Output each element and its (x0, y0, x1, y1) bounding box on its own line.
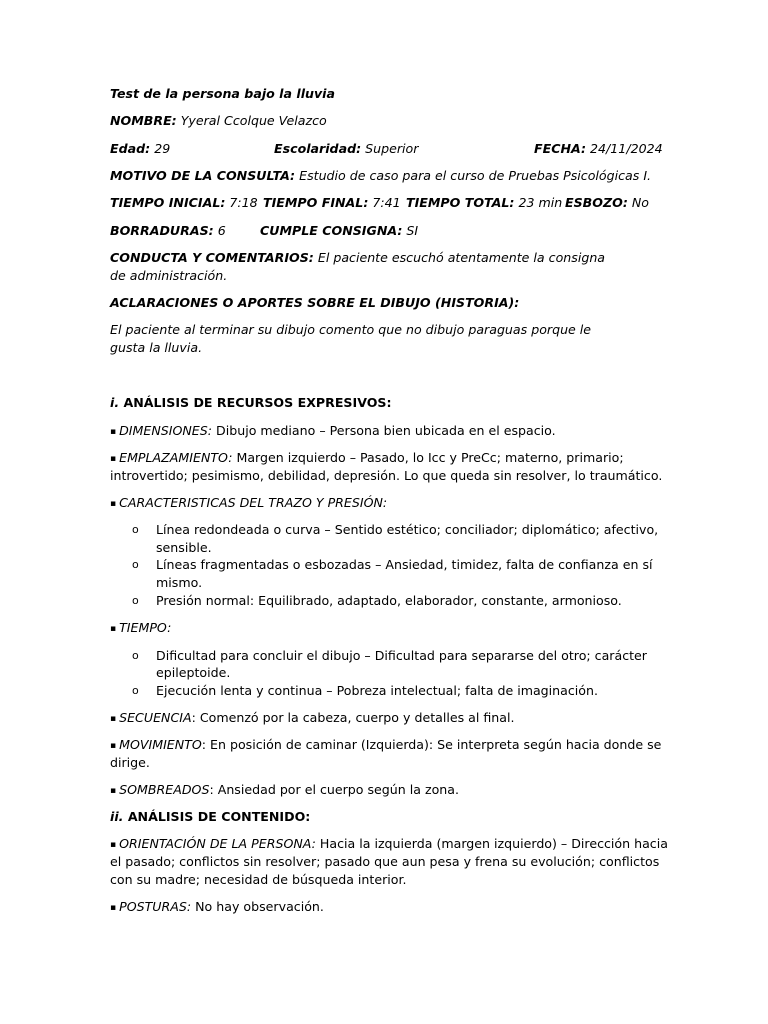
orientacion-text-cont-1: el pasado; conflictos sin resolver; pasado que aun pesa y frena su evolución; conflictos (110, 854, 660, 869)
edad-field (110, 140, 170, 158)
tiempo-subitem-1: Dificultad para concluir el dibujo – Dificultad para separarse del otro; carácter (156, 648, 647, 663)
trazo-subitem-1-cont: sensible. (156, 540, 212, 555)
sombreados-label: SOMBREADOS (119, 782, 210, 797)
square-bullet-icon: ▪ (110, 786, 117, 796)
section-1-title: ANÁLISIS DE RECURSOS EXPRESIVOS: (123, 395, 392, 410)
motivo-value: Estudio de caso para el curso de Pruebas Psicológicas I. (299, 168, 652, 183)
tiempo-total-field (406, 194, 562, 212)
fecha-value: 24/11/2024 (590, 141, 663, 156)
escolaridad-label: Escolaridad: (274, 141, 362, 156)
circle-bullet-icon: o (132, 684, 139, 697)
circle-bullet-icon: o (132, 594, 139, 607)
tiempo-inicial-label: TIEMPO INICIAL: (110, 195, 226, 210)
fecha-field (534, 140, 663, 158)
tiempo-total-label: TIEMPO TOTAL: (406, 195, 515, 210)
tiempo-final-field (263, 194, 401, 212)
tiempo-subitem-2: Ejecución lenta y continua – Pobreza intelectual; falta de imaginación. (156, 683, 598, 698)
posturas-text: No hay observación. (195, 899, 324, 914)
borraduras-label: BORRADURAS: (110, 223, 214, 238)
square-bullet-icon: ▪ (110, 741, 117, 751)
square-bullet-icon: ▪ (110, 499, 117, 509)
tiempo-final-label: TIEMPO FINAL: (263, 195, 369, 210)
escolaridad-field (274, 140, 418, 158)
square-bullet-icon: ▪ (110, 903, 117, 913)
dimensiones-item (110, 422, 670, 443)
nombre-label: NOMBRE: (110, 113, 177, 128)
square-bullet-icon: ▪ (110, 714, 117, 724)
sombreados-text: : Ansiedad por el cuerpo según la zona. (209, 782, 459, 797)
conducta-paragraph (110, 249, 610, 284)
borraduras-value: 6 (217, 223, 226, 238)
section-1-heading (110, 394, 670, 412)
sombreados-item (110, 781, 670, 802)
esbozo-field (565, 194, 649, 212)
cumple-field (260, 222, 418, 240)
secuencia-item (110, 709, 670, 730)
trazo-subitem-1: Línea redondeada o curva – Sentido estético; conciliador; diplomático; afectivo, (156, 522, 659, 537)
section-2-numeral: ii. (110, 809, 124, 824)
movimiento-label: MOVIMIENTO (119, 737, 202, 752)
document-title: Test de la persona bajo la lluvia (110, 86, 336, 101)
trazo-subitem-2-cont: mismo. (156, 575, 203, 590)
motivo-line (110, 167, 670, 185)
tiempo-total-value: 23 min (518, 195, 563, 210)
orientacion-text: Hacia la izquierda (margen izquierdo) – Dirección hacia (319, 836, 668, 851)
aclaraciones-paragraph: El paciente al terminar su dibujo comento que no dibujo paraguas porque le gusta la lluvia. (110, 322, 592, 355)
esbozo-label: ESBOZO: (565, 195, 628, 210)
cumple-value: SI (406, 223, 419, 238)
square-bullet-icon: ▪ (110, 840, 117, 850)
secuencia-label: SECUENCIA (119, 710, 192, 725)
secuencia-text: : Comenzó por la cabeza, cuerpo y detalles al final. (191, 710, 515, 725)
edad-value: 29 (154, 141, 171, 156)
dimensiones-text: Dibujo mediano – Persona bien ubicada en el espacio. (216, 423, 556, 438)
tiempo-inicial-field (110, 194, 258, 212)
circle-bullet-icon: o (132, 649, 139, 662)
circle-bullet-icon: o (132, 558, 139, 571)
movimiento-text-cont: dirige. (110, 755, 150, 770)
trazo-subitem-2: Líneas fragmentadas o esbozadas – Ansiedad, timidez, falta de confianza en sí (156, 557, 653, 572)
edad-label: Edad: (110, 141, 151, 156)
nombre-line (110, 112, 670, 130)
conducta-value: El paciente escuchó atentamente la consigna de administración. (110, 250, 606, 283)
borraduras-field (110, 222, 226, 240)
square-bullet-icon: ▪ (110, 427, 117, 437)
aclaraciones-heading: ACLARACIONES O APORTES SOBRE EL DIBUJO (HISTORIA): (110, 295, 520, 310)
escolaridad-value: Superior (365, 141, 419, 156)
square-bullet-icon: ▪ (110, 454, 117, 464)
tiempo-final-value: 7:41 (372, 195, 401, 210)
trazo-label: CARACTERISTICAS DEL TRAZO Y PRESIÓN: (119, 495, 388, 510)
emplazamiento-text-cont: introvertido; pesimismo, debilidad, depresión. Lo que queda sin resolver, lo traumático. (110, 468, 663, 483)
posturas-item (110, 898, 670, 919)
emplazamiento-label: EMPLAZAMIENTO: (119, 450, 233, 465)
tiempo-inicial-value: 7:18 (229, 195, 258, 210)
trazo-item (110, 494, 670, 515)
circle-bullet-icon: o (132, 523, 139, 536)
orientacion-text-cont-2: con su madre; necesidad de búsqueda interior. (110, 872, 407, 887)
fecha-label: FECHA: (534, 141, 587, 156)
motivo-label: MOTIVO DE LA CONSULTA: (110, 168, 296, 183)
trazo-subitem-3: Presión normal: Equilibrado, adaptado, elaborador, constante, armonioso. (156, 593, 622, 608)
tiempo-subitem-1-cont: epileptoide. (156, 665, 231, 680)
movimiento-text: : En posición de caminar (Izquierda): Se interpreta según hacia donde se (201, 737, 662, 752)
dimensiones-label: DIMENSIONES: (119, 423, 213, 438)
esbozo-value: No (631, 195, 650, 210)
orientacion-label: ORIENTACIÓN DE LA PERSONA: (119, 836, 316, 851)
posturas-label: POSTURAS: (119, 899, 192, 914)
tiempo-label: TIEMPO: (119, 620, 172, 635)
square-bullet-icon: ▪ (110, 624, 117, 634)
section-2-heading (110, 808, 670, 826)
nombre-value: Yyeral Ccolque Velazco (180, 113, 327, 128)
conducta-label: CONDUCTA Y COMENTARIOS: (110, 250, 314, 265)
section-2-title: ANÁLISIS DE CONTENIDO: (127, 809, 311, 824)
cumple-label: CUMPLE CONSIGNA: (260, 223, 403, 238)
emplazamiento-text: Margen izquierdo – Pasado, lo Icc y PreCc; materno, primario; (236, 450, 624, 465)
section-1-numeral: i. (110, 395, 120, 410)
tiempo-item (110, 619, 670, 640)
